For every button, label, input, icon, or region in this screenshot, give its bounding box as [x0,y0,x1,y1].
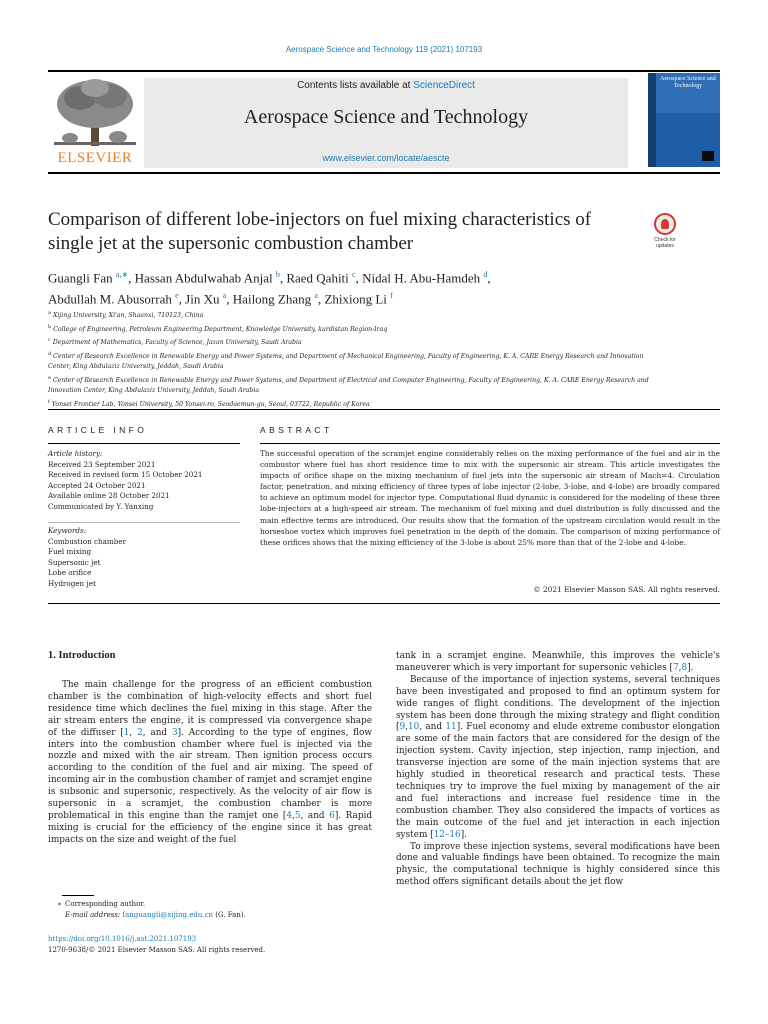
citation-link[interactable]: 10 [407,722,420,733]
author-separator: , [487,270,491,286]
citation-link[interactable]: 7 [673,662,679,673]
body-text: , [405,722,408,733]
history-received: Received 23 September 2021 [48,459,156,469]
author-name[interactable]: Zhixiong Li [324,291,387,307]
keyword-item: Combustion chamber [48,536,127,546]
section-heading: 1. Introduction [48,650,116,661]
body-paragraph [48,680,372,847]
body-column-left [48,680,372,847]
body-rule [48,603,720,604]
cover-title: Aerospace Science and Technology [660,76,716,89]
body-text: , [292,810,295,821]
sciencedirect-link[interactable]: ScienceDirect [413,80,475,91]
email-link[interactable]: fanguangli@xijing.edu.cn [122,911,214,919]
affiliation-key: d [48,350,52,357]
author-separator: , [128,270,135,286]
affiliation-key: a [48,310,51,316]
citation-link[interactable]: 11 [445,722,457,733]
keywords-label: Keywords: [48,526,87,535]
affiliation-text: Center of Research Excellence in Renewable Energy and Power Systems, and Department of Mechanical Engineering, Faculty of Engineering, K. A. CARE Energy Research and Innovation Center, King Abdulaziz University, Jeddah, Saudi Arabia [48,352,644,371]
body-text: ]. Rapid mixing is crucial for the efficiency of the engine since it has great impacts on the size and weight of the fuel [48,810,373,845]
history-online: Available online 28 October 2021 [48,491,170,501]
author-name[interactable]: Guangli Fan [48,270,113,286]
citation-link[interactable]: 4 [286,810,293,821]
history-label: Article history: [48,449,103,458]
affiliation-item [48,349,668,373]
paper-title: Comparison of different lobe-injectors on fuel mixing characteristics of single jet at the supersonic combustion chamber [48,209,592,254]
journal-title: Aerospace Science and Technology [243,106,529,128]
history-revised: Received in revised form 15 October 2021 [48,470,203,480]
body-text: , [129,727,138,738]
author-affiliation-mark[interactable]: a [314,291,318,301]
affiliation-text: Yonsei Frontier Lab, Yonsei University, 50 Yonsei-ro, Seodaemun-gu, Seoul, 03722, Republic of Korea [51,400,370,408]
body-text: Because of the importance of injection systems, several techniques have been investigated and proposed to find an optimum system for wide ranges of flight conditions. The development of the injection system has been done through the mixing strategy and flight condition [ [396,674,720,733]
cover-logo-mark [702,151,714,161]
citation-link[interactable]: 8 [681,662,688,673]
abstract-rule [260,443,720,444]
author-separator: , [178,291,186,307]
author-separator: , [279,270,287,286]
check-updates-icon [654,213,676,235]
email-suffix: (G. Fan). [213,911,246,919]
section-rule [48,409,720,410]
email-label: E-mail address: [65,911,121,919]
author-name[interactable]: Abdullah M. Abusorrah [48,291,172,307]
keyword-item: Fuel mixing [48,547,92,557]
author-affiliation-mark[interactable]: a [222,291,227,301]
affiliation-text: College of Engineering, Petroleum Engineering Department, Knowledge University, kurdistan Region-Iraq [53,325,388,333]
body-text: ]. [687,662,694,673]
body-text: , and [300,810,330,821]
abstract-heading: ABSTRACT [260,425,333,435]
affiliation-key: e [48,374,51,381]
contents-prefix: Contents lists available at [297,80,414,91]
affiliation-item [48,322,668,336]
citation-link[interactable]: 3 [171,727,178,738]
body-paragraph [396,651,720,675]
journal-homepage-link[interactable]: www.elsevier.com/locate/aescte [322,153,450,163]
issn-line: 1270-9638/© 2021 Elsevier Masson SAS. All rights reserved. [48,946,266,954]
elsevier-logo[interactable] [48,74,142,168]
author-separator: , [226,291,233,307]
author-affiliation-mark[interactable]: a,∗ [115,270,129,279]
keyword-item: Hydrogen jet [48,578,96,588]
body-paragraph [396,675,720,842]
affiliation-key: f [48,398,50,405]
author-affiliation-mark[interactable]: c [352,270,356,279]
check-updates-label: Check for updates [654,237,676,249]
affiliation-text: Xijing University, Xi'an, Shaanxi, 710123, China [52,312,204,320]
body-paragraph [396,842,720,890]
body-text: To improve these injection systems, several modifications have been done and valuable findings have been obtained. To recognize the main physic, the computational technique is highly considered since this method offers significant details about the jet flow [396,841,720,888]
article-info-divider [48,522,240,523]
author-affiliation-mark[interactable]: d [483,270,488,279]
affiliation-list [48,308,668,410]
affiliation-item [48,373,668,397]
author-name[interactable]: Nidal H. Abu-Hamdeh [362,270,481,286]
author-affiliation-mark[interactable]: e [175,291,179,301]
author-separator: , [317,291,325,307]
body-text: ]. [460,829,467,840]
body-column-right [396,651,720,889]
keyword-item: Supersonic jet [48,557,101,567]
citation-link[interactable]: 9 [399,722,406,733]
author-list [48,266,668,309]
citation-link[interactable]: 6 [329,810,335,821]
body-text: , and [142,727,172,738]
corresponding-label: Corresponding author. [65,900,146,908]
citation-link[interactable]: 5 [294,810,301,821]
footnote [48,899,372,921]
footnote-rule [62,895,94,896]
article-history [48,449,240,513]
doi-link[interactable]: https://doi.org/10.1016/j.ast.2021.107193 [48,935,197,943]
body-text: ]. According to the type of engines, flow inters into the combustion chamber where fuel is injected via the nozzle and mixed with the air stream. Then ignition process occurs according to the condition of the fuel and air mixing. The speed of incoming air in the combustion chamber of ramjet and scramjet engine is subsonic and supersonic, respectively. As the velocity of air flow is supersonic in a scramjet, the combustion chamber is more problematical in this engine than the ramjet one [ [48,727,372,821]
citation-link[interactable]: 1 [123,727,130,738]
header-top-rule [48,70,720,72]
corresponding-note [48,899,372,910]
affiliation-text: Center of Research Excellence in Renewable Energy and Power Systems, and Department of Electrical and Computer Engineering, Faculty of Engineering, K. A. CARE Energy Research and Innovation Center, King Abdulaziz University, Jeddah, Saudi Arabia [48,376,649,395]
citation-link[interactable]: 12–16 [433,829,461,840]
history-communicated: Communicated by Y. Yanxing [48,501,154,511]
author-name[interactable]: Raed Qahiti [286,270,349,286]
journal-cover-thumbnail[interactable] [648,73,720,167]
keywords-block [48,526,240,590]
affiliation-key: c [48,337,51,344]
keyword-item: Lobe orifice [48,568,92,578]
footnote-star: ∗ [57,900,62,908]
elsevier-wordmark: ELSEVIER [57,150,133,166]
author-name[interactable]: Hailong Zhang [232,291,312,307]
affiliation-key: b [48,323,52,330]
author-name[interactable]: Jin Xu [185,291,220,307]
body-text: , [678,662,682,673]
citation-link[interactable]: 2 [137,727,143,738]
body-text: , and [419,722,446,733]
article-info-heading: ARTICLE INFO [48,425,148,435]
header-bottom-rule [48,172,720,174]
affiliation-item [48,335,668,349]
affiliation-item [48,308,668,322]
author-affiliation-mark[interactable]: b [275,270,280,279]
article-info-rule [48,443,240,444]
check-for-updates-button[interactable] [645,213,685,253]
affiliation-text: Department of Mathematics, Faculty of Science, Jazan University, Saudi Arabia [52,339,302,347]
abstract-text: The successful operation of the scramjet engine considerably relies on the mixing performance of the fuel and air in the combustor where fuel has short residence time to mix with the supersonic air stream. This article investigates the impacts of orifice shape on the mixing mechanism of fuel jets into the supersonic air stream of Mach=4. Circulation factor, penetration, and mixing efficiency of three types of lobe injector (2-lobe, 3-lobe, and 4-lobe) are broadly compared to achieve an optimum model for injector type. Computational fluid dynamic is considered for the modeling of these three lobe-injectors at a high-speed air stream. The mechanism of fuel mixing and duel distribution is fully discussed and the main effective terms are introduced. Our results show that the formation of the upstream circulation would result in the horseshoe vortex which improves fuel penetration in the depth of the domain. The comparison of mixing performance of these orifices shows that the mixing efficiency of the 3-lobe is about 25% more than that of the 2-lobe and 4-lobe. [260,449,720,547]
journal-reference[interactable]: Aerospace Science and Technology 119 (2021) 107193 [285,45,483,54]
email-note [48,910,372,921]
author-name[interactable]: Hassan Abdulwahab Anjal [134,270,273,286]
history-accepted: Accepted 24 October 2021 [48,480,146,490]
body-text: ]. Fuel economy and elude extreme combustor elongation are some of the main factors that are considered for the design of the injection system. Cavity injection, step injection, ramp injection, and transverse injection are some of the main injection systems that are highly studied in theoretical research and practical tests. These techniques try to improve the fuel mixing by management of the air and fuel interactions and increase fuel residence time in the combustion chamber. They also considered the impacts of vortices as the main outcome of the fuel and jet interaction in each injection system [ [396,722,720,840]
abstract-copyright: © 2021 Elsevier Masson SAS. All rights reserved. [533,585,720,594]
author-separator: , [355,270,363,286]
body-text: The main challenge for the progress of an efficient combustion chamber is the combination of high-velocity effects and short fuel residence time which declines the fuel mixing in this stage. After the air stream enters the engine, it is compressed via convergence shape of the diffuser [ [48,680,372,738]
contents-line [144,80,628,91]
author-affiliation-mark[interactable]: f [390,291,393,301]
cover-side-strip [648,73,656,167]
body-text: tank in a scramjet engine. Meanwhile, this improves the vehicle's maneuverer which is very important for supersonic vehicles [ [396,651,720,673]
